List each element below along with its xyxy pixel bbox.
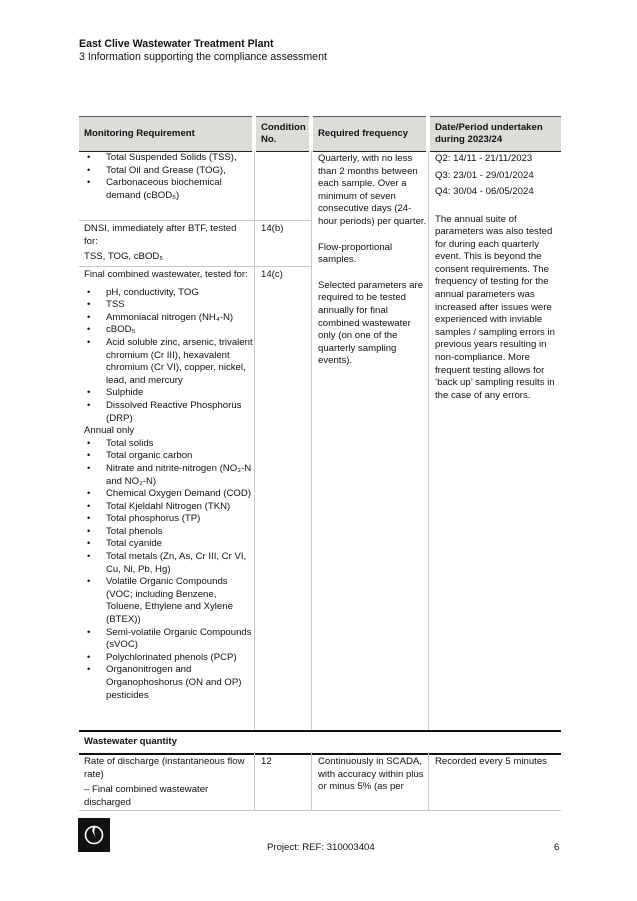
list-item: • Total phosphorus (TP) xyxy=(79,513,253,526)
column-divider xyxy=(428,151,429,730)
list-item: • Semi-volatile Organic Compounds (sVOC) xyxy=(79,627,253,652)
list-item: • Organonitrogen and Organophoshorus (ON and OP) pesticides xyxy=(79,664,253,702)
list-item: • Carbonaceous biochemical demand (cBOD₅) xyxy=(79,177,253,202)
requirement-row-3 xyxy=(79,269,253,702)
requirement-text: DNSI, immediately after BTF, tested for: xyxy=(84,223,237,247)
quantity-date: Recorded every 5 minutes xyxy=(435,756,547,767)
list-item: • Total metals (Zn, As, Cr III, Cr VI, Cu, Ni, Pb, Hg) xyxy=(79,551,253,576)
frequency-text: Selected parameters are required to be tested annually for final combined wastewater only (on one of the quarterly sampling events). xyxy=(318,279,424,367)
column-divider xyxy=(254,752,255,810)
column-divider xyxy=(254,151,255,730)
date-note: The annual suite of parameters was also tested for during each quarterly event. This is beyond the consent requirements. The frequency of testing for the annual parameters was increased after issues were experienced with inviable samples / sampling errors in previous years resulting in non-compliance. More frequent testing allows for ‘back up’ sampling results in the case of any errors. xyxy=(435,213,555,401)
company-logo-icon xyxy=(78,818,110,852)
list-item: • Ammoniacal nitrogen (NH₄-N) xyxy=(79,312,253,325)
list-item: • Nitrate and nitrite-nitrogen (NO₃-N and NO₂-N) xyxy=(79,463,253,488)
requirement-row-1 xyxy=(79,152,253,202)
date-period-cell xyxy=(435,151,559,402)
quantity-requirement xyxy=(84,756,250,809)
list-item: • Total Oil and Grease (TOG), xyxy=(79,165,253,178)
date-q3: Q3: 23/01 - 29/01/2024 xyxy=(435,169,534,181)
condition-number: 14(c) xyxy=(261,269,283,280)
section-header-wastewater-quantity xyxy=(79,730,561,755)
list-item: • Acid soluble zinc, arsenic, trivalent chromium (Cr III), hexavalent chromium (Cr VI), copper, nickel, lead, and mercury xyxy=(79,337,253,387)
column-divider xyxy=(311,151,312,730)
quantity-frequency: Continuously in SCADA, with accuracy within plus or minus 5% (as per xyxy=(318,756,424,793)
required-frequency-cell xyxy=(318,153,427,368)
list-item: • Chemical Oxygen Demand (COD) xyxy=(79,488,253,501)
list-item: • cBOD₅ xyxy=(79,324,253,337)
frequency-text: Flow-proportional samples. xyxy=(318,241,393,266)
page-header xyxy=(79,38,327,64)
requirement-intro: Final combined wastewater, tested for: xyxy=(84,269,248,280)
column-header-condition: Condition No. xyxy=(256,116,309,152)
column-divider xyxy=(428,752,429,810)
list-item: • pH, conductivity, TOG xyxy=(79,287,253,300)
list-item: • TSS xyxy=(79,299,253,312)
list-item: • Total organic carbon xyxy=(79,450,253,463)
requirement-row-2 xyxy=(84,223,252,264)
list-item: • Total Kjeldahl Nitrogen (TKN) xyxy=(79,501,253,514)
date-q2: Q2: 14/11 - 21/11/2023 xyxy=(435,153,533,164)
column-header-requirement: Monitoring Requirement xyxy=(79,116,252,152)
row-divider xyxy=(79,810,561,811)
list-item: • Total solids xyxy=(79,438,253,451)
list-item: • Dissolved Reactive Phosphorus (DRP) xyxy=(79,400,253,425)
column-header-frequency: Required frequency xyxy=(313,116,426,152)
condition-number: 12 xyxy=(261,756,272,767)
section-heading: 3 Information supporting the compliance assessment xyxy=(79,51,327,63)
row-divider xyxy=(79,266,311,267)
column-divider xyxy=(311,752,312,810)
row-divider xyxy=(79,220,311,221)
column-header-date: Date/Period undertaken during 2023/24 xyxy=(430,116,561,152)
date-q4: Q4: 30/04 - 06/05/2024 xyxy=(435,186,534,197)
list-item: • Total cyanide xyxy=(79,538,253,551)
condition-number: 14(b) xyxy=(261,223,284,234)
requirement-text: – Final combined wastewater discharged xyxy=(84,784,209,808)
requirement-text: Rate of discharge (instantaneous flow rate) xyxy=(84,756,245,780)
list-item: • Total phenols xyxy=(79,526,253,539)
document-title: East Clive Wastewater Treatment Plant xyxy=(79,38,274,50)
list-item: • Polychlorinated phenols (PCP) xyxy=(79,652,253,665)
list-item: • Volatile Organic Compounds (VOC; including Benzene, Toluene, Ethylene and Xylene (BTEX)) xyxy=(79,576,253,626)
annual-only-label: Annual only xyxy=(84,425,135,437)
page-number: 6 xyxy=(554,842,560,853)
section-title: Wastewater quantity xyxy=(84,736,177,747)
list-item: • Sulphide xyxy=(79,387,253,400)
frequency-text: Quarterly, with no less than 2 months between each sample. Over a minimum of seven consecutive days (24-hour periods) per quarter. xyxy=(318,153,427,227)
project-reference: Project: REF: 310003404 xyxy=(267,842,375,853)
list-item: • Total Suspended Solids (TSS), xyxy=(79,152,253,165)
requirement-text: TSS, TOG, cBOD₅ xyxy=(84,251,164,263)
